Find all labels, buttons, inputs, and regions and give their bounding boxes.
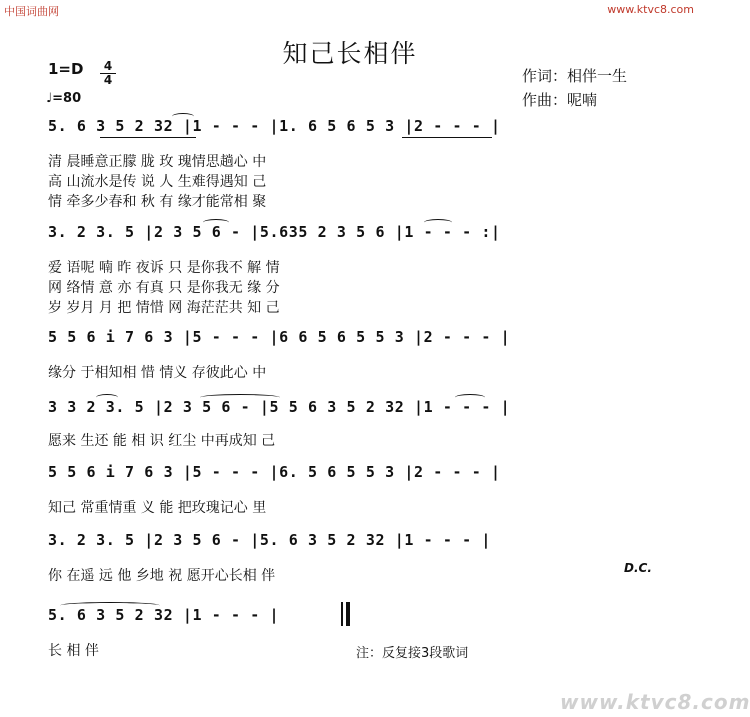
- lyric-row-2-verse-2: 网 络情 意 亦 有真 只 是你我无 缘 分: [48, 280, 280, 296]
- notation-row-1: 5. 6 3 5 2 32 |1 - - - |1. 6 5 6 5 3 |2 - - - |: [48, 117, 501, 135]
- beam-underline: [100, 137, 196, 138]
- lyric-row-1-verse-1: 清 晨睡意正朦 胧 玫 瑰情思趟心 中: [48, 154, 267, 170]
- lyricist-credit: 作词：相伴一生: [522, 67, 628, 85]
- slur-mark: [203, 219, 229, 226]
- slur-mark: [424, 219, 452, 226]
- slur-mark: [96, 394, 118, 401]
- time-signature-top: 4: [100, 60, 116, 74]
- watermark-bottom-right: www.ktvc8.com: [560, 690, 750, 714]
- notation-row-3: 5 5 6 i 7 6 3 |5 - - - |6 6 5 6 5 5 3 |2 - - - |: [48, 328, 511, 346]
- beam-underline: [402, 137, 492, 138]
- lyric-row-7: 长 相 伴: [48, 643, 99, 659]
- time-signature-bottom: 4: [103, 73, 113, 87]
- slur-mark: [172, 113, 194, 120]
- credits: [522, 64, 627, 112]
- key-signature: 1=D: [48, 60, 84, 78]
- slur-mark: [455, 394, 485, 401]
- composer-credit: 作曲：呢喃: [522, 91, 598, 109]
- lyric-row-4: 愿来 生还 能 相 识 红尘 中再成知 己: [48, 433, 276, 449]
- lyric-row-3: 缘分 于相知相 惜 情义 存彼此心 中: [48, 365, 267, 381]
- lyric-row-1-verse-3: 情 牵多少春和 秋 有 缘才能常相 聚: [48, 194, 267, 210]
- final-barline-thin: [341, 602, 343, 626]
- lyric-row-5: 知己 常重情重 义 能 把玫瑰记心 里: [48, 500, 267, 516]
- slur-mark: [60, 602, 160, 609]
- dc-marking: D.C.: [624, 561, 652, 575]
- lyric-row-6: 你 在遥 远 他 乡地 祝 愿开心长相 伴: [48, 568, 276, 584]
- lyric-row-2-verse-1: 爱 语呢 喃 昨 夜诉 只 是你我不 解 情: [48, 260, 280, 276]
- footnote: 注：反复接3段歌词: [356, 646, 469, 661]
- notation-row-6: 3. 2 3. 5 |2 3 5 6 - |5. 6 3 5 2 32 |1 - - - |: [48, 531, 492, 549]
- notation-row-5: 5 5 6 i 7 6 3 |5 - - - |6. 5 6 5 5 3 |2 - - - |: [48, 463, 501, 481]
- tempo-marking: ♩=80: [46, 91, 82, 106]
- final-barline-thick: [346, 602, 350, 626]
- lyric-row-1-verse-2: 高 山流水是传 说 人 生难得遇知 己: [48, 174, 267, 190]
- notation-row-7: 5. 6 3 5 2 32 |1 - - - |: [48, 606, 280, 624]
- notation-row-4: 3 3 2 3. 5 |2 3 5 6 - |5 5 6 3 5 2 32 |1 - - - |: [48, 398, 511, 416]
- key-signature-block: [48, 59, 113, 87]
- time-signature: [100, 60, 116, 87]
- watermark-top-left: 中国词曲网: [4, 5, 59, 18]
- slur-mark: [200, 394, 280, 401]
- lyric-row-2-verse-3: 岁 岁月 月 把 情惜 网 海茫茫共 知 己: [48, 300, 280, 316]
- notation-row-2: 3. 2 3. 5 |2 3 5 6 - |5.635 2 3 5 6 |1 - - - :|: [48, 223, 501, 241]
- song-title: 知己长相伴: [282, 39, 418, 68]
- watermark-top-right: www.ktvc8.com: [607, 3, 694, 16]
